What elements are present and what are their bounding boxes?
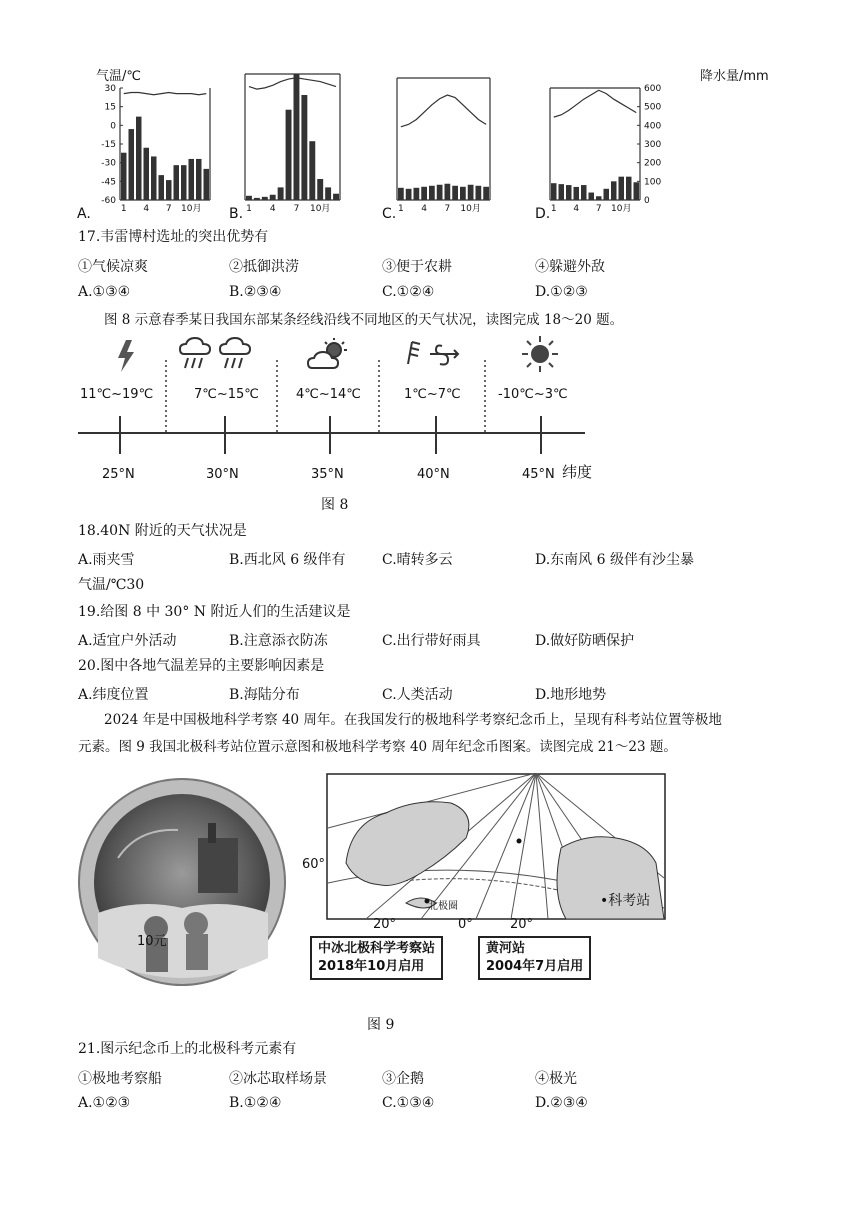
station-label-cice xyxy=(310,936,443,980)
chart-bar xyxy=(181,165,187,200)
month-tick: 7 xyxy=(293,204,300,214)
intro21-line1: 2024 年是中国极地科学考察 40 周年。在我国发行的极地科学考察纪念币上，呈现有科考站位置等极地 xyxy=(104,712,722,728)
chart-bar xyxy=(189,159,195,200)
precip-tick: 0 xyxy=(644,196,650,206)
lat-label: 30°N xyxy=(206,467,239,482)
chart-bar xyxy=(121,153,127,200)
temp-tick: 15 xyxy=(104,102,116,113)
chart-bar xyxy=(551,183,557,200)
chart-bar xyxy=(204,169,210,200)
latitude-axis-label: 纬度 xyxy=(562,463,593,481)
chart-bar xyxy=(151,156,157,200)
q18-choices xyxy=(0,549,860,569)
temperature-curve xyxy=(249,78,336,89)
chart-bar xyxy=(325,187,331,200)
month-tick: 4 xyxy=(421,204,427,214)
month-tick: 1 xyxy=(550,204,557,214)
precip-axis-label: 降水量/mm xyxy=(700,69,769,84)
chart-bar xyxy=(254,198,260,200)
q18-stem: 18.40N 附近的天气状况是 xyxy=(78,523,247,539)
lon-0-label: 0° xyxy=(458,917,473,932)
q21-item: ③企鹅 xyxy=(382,1071,424,1087)
intro21-line2: 元素。图 9 我国北极科考站位置示意图和极地科学考察 40 周年纪念币图案。读图完成 21～23 题。 xyxy=(78,739,677,755)
chart-bar xyxy=(589,193,595,200)
month-tick: 10月 xyxy=(611,204,632,214)
q21-item: ②冰芯取样场景 xyxy=(229,1071,327,1087)
chart-bar xyxy=(333,194,339,200)
q21-choice-a[interactable]: A.①②③ xyxy=(78,1095,131,1111)
temperature-curve xyxy=(124,92,207,94)
lat-label: 45°N xyxy=(522,467,555,482)
lon-20w-label: 20° xyxy=(373,917,397,932)
temp-range-25n: 11℃~19℃ xyxy=(80,387,154,402)
temp-tick: 30 xyxy=(104,84,116,94)
chart-option-d: D. xyxy=(535,206,551,222)
q21-item: ④极光 xyxy=(535,1071,577,1087)
chart-bar xyxy=(196,159,202,200)
q17-item: ②抵御洪涝 xyxy=(229,259,299,275)
chart-bar xyxy=(611,181,617,200)
lat-label: 40°N xyxy=(417,467,450,482)
climate-chart-d xyxy=(550,88,640,214)
climate-chart-a xyxy=(120,88,210,214)
chart-bar xyxy=(414,188,420,200)
figure-8 xyxy=(70,332,600,502)
fig8-intro: 图 8 示意春季某日我国东部某条经线沿线不同地区的天气状况，读图完成 18～20 题。 xyxy=(104,312,624,328)
chart-option-b: B. xyxy=(229,206,244,222)
month-tick: 4 xyxy=(269,204,276,214)
chart-bar xyxy=(634,182,640,200)
chart-bar xyxy=(262,197,268,200)
q21-items xyxy=(0,1068,860,1088)
precip-tick: 300 xyxy=(644,140,662,150)
temp-tick: -60 xyxy=(101,196,116,206)
climate-charts-svg xyxy=(0,60,860,225)
q17-choice-a[interactable]: A.①③④ xyxy=(78,284,131,300)
q21-choice-d[interactable]: D.②③④ xyxy=(535,1095,588,1111)
q17-item: ①气候凉爽 xyxy=(78,259,148,275)
chart-bar xyxy=(406,189,412,200)
chart-bar xyxy=(476,186,482,200)
chart-bar xyxy=(566,185,572,200)
station-date: 2018年10月启用 xyxy=(318,959,425,974)
month-tick: 1 xyxy=(120,204,127,214)
q19-choice-a[interactable]: A.适宜户外活动 xyxy=(78,633,177,649)
commemorative-coin xyxy=(78,768,288,998)
temp-axis-label: 气温/℃ xyxy=(96,69,141,84)
chart-bar xyxy=(619,177,625,200)
month-tick: 7 xyxy=(595,204,602,214)
month-tick: 10月 xyxy=(460,204,481,214)
chart-bar xyxy=(294,74,300,200)
month-tick: 10月 xyxy=(309,204,331,214)
fig9-caption: 图 9 xyxy=(367,1017,395,1033)
chart-bar xyxy=(421,187,427,200)
chart-bar xyxy=(246,196,252,200)
q20-stem: 20.图中各地气温差异的主要影响因素是 xyxy=(78,658,325,674)
chart-bar xyxy=(159,175,165,200)
q19-choice-b[interactable]: B.注意添衣防冻 xyxy=(229,633,328,649)
q21-stem: 21.图示纪念币上的北极科考元素有 xyxy=(78,1041,297,1057)
q17-choice-b[interactable]: B.②③④ xyxy=(229,284,282,300)
wind-sandstorm-icon xyxy=(408,342,458,365)
sunny-icon xyxy=(522,336,558,372)
q18-choice-d[interactable]: D.东南风 6 级伴有沙尘暴 xyxy=(535,552,694,568)
climate-chart-b xyxy=(245,74,340,214)
fig8-caption: 图 8 xyxy=(321,497,349,513)
chart-bar xyxy=(166,180,172,200)
temp-range-45n: -10℃~3℃ xyxy=(498,387,568,402)
temp-tick: -30 xyxy=(101,158,116,169)
temp-range-35n: 4℃~14℃ xyxy=(296,387,361,402)
chart-bar xyxy=(460,187,466,200)
temperature-curve xyxy=(554,90,637,117)
stray-text: 气温/℃30 xyxy=(78,577,145,593)
chart-bar xyxy=(129,129,135,200)
q17-choice-d[interactable]: D.①②③ xyxy=(535,284,588,300)
partly-sunny-icon xyxy=(308,338,347,368)
q21-item: ①极地考察船 xyxy=(78,1071,162,1087)
month-tick: 7 xyxy=(165,204,172,214)
chart-bar xyxy=(429,186,435,200)
q17-item: ③便于农耕 xyxy=(382,259,452,275)
chart-bar xyxy=(278,187,284,200)
rain-icon xyxy=(180,338,250,368)
chart-bar xyxy=(559,184,565,200)
q17-item: ④躲避外敌 xyxy=(535,259,605,275)
chart-option-c: C. xyxy=(382,206,397,222)
chart-bar xyxy=(144,148,150,200)
chart-bar xyxy=(468,185,474,200)
lon-20e-label: 20° xyxy=(510,917,534,932)
lat-label: 25°N xyxy=(102,467,135,482)
chart-bar xyxy=(452,186,458,200)
q19-choice-c[interactable]: C.出行带好雨具 xyxy=(382,633,481,649)
chart-bar xyxy=(604,189,610,200)
q20-choice-a[interactable]: A.纬度位置 xyxy=(78,687,149,703)
precip-tick: 200 xyxy=(644,158,662,169)
chart-bar xyxy=(398,188,404,200)
lat-label: 35°N xyxy=(311,467,344,482)
chart-bar xyxy=(301,95,307,200)
temp-tick: -45 xyxy=(101,177,116,188)
precip-tick: 500 xyxy=(644,102,662,113)
q19-choices xyxy=(0,630,860,650)
month-tick: 7 xyxy=(444,204,451,214)
chart-bar xyxy=(437,185,443,200)
chart-bar xyxy=(309,141,315,200)
coin-value: 10元 xyxy=(137,934,167,949)
chart-bar xyxy=(483,187,489,200)
chart-bar xyxy=(270,195,276,200)
chart-bar xyxy=(317,179,323,200)
q21-choices xyxy=(0,1095,860,1115)
chart-option-a: A. xyxy=(77,206,91,222)
lat-60-label: 60° xyxy=(302,857,326,872)
temp-range-40n: 1℃~7℃ xyxy=(404,387,461,402)
station-name: 中冰北极科学考察站 xyxy=(318,941,436,956)
climate-chart-c xyxy=(397,78,490,214)
q18-choice-c[interactable]: C.晴转多云 xyxy=(382,552,453,568)
precip-tick: 600 xyxy=(644,84,662,94)
station-date: 2004年7月启用 xyxy=(486,959,584,974)
q17-choices xyxy=(0,284,860,304)
temp-tick: -15 xyxy=(101,140,116,150)
arctic-circle-label: 北极圈 xyxy=(428,901,458,912)
q21-choice-b[interactable]: B.①②④ xyxy=(229,1095,282,1111)
temp-tick: 0 xyxy=(110,121,116,132)
chart-bar xyxy=(626,177,632,200)
q17-choice-c[interactable]: C.①②④ xyxy=(382,284,435,300)
figure-9 xyxy=(78,768,778,1003)
q17-stem: 17.韦雷博村选址的突出优势有 xyxy=(78,229,269,245)
chart-bar xyxy=(136,117,142,200)
q18-choice-a[interactable]: A.雨夹雪 xyxy=(78,552,135,568)
q20-choices xyxy=(0,684,860,704)
q17-items xyxy=(0,256,860,276)
q20-choice-d[interactable]: D.地形地势 xyxy=(535,687,607,703)
month-tick: 4 xyxy=(573,204,580,214)
thunderstorm-icon xyxy=(118,340,134,372)
station-name: 黄河站 xyxy=(486,941,526,956)
q21-choice-c[interactable]: C.①③④ xyxy=(382,1095,435,1111)
chart-bar xyxy=(596,196,602,200)
month-tick: 1 xyxy=(398,204,404,214)
station-label-yellow-river xyxy=(478,936,591,980)
month-tick: 1 xyxy=(246,204,252,214)
temperature-curve xyxy=(401,95,486,127)
chart-bar xyxy=(286,110,292,200)
q19-choice-d[interactable]: D.做好防晒保护 xyxy=(535,633,635,649)
station-legend: •科考站 xyxy=(600,893,651,909)
chart-bar xyxy=(445,184,451,200)
chart-bar xyxy=(581,185,587,200)
precip-tick: 100 xyxy=(644,177,662,188)
month-tick: 10月 xyxy=(181,204,202,214)
q19-stem: 19.给图 8 中 30° N 附近人们的生活建议是 xyxy=(78,604,351,620)
q18-choice-b[interactable]: B.西北风 6 级伴有 xyxy=(229,552,346,568)
precip-tick: 400 xyxy=(644,121,662,132)
q20-choice-b[interactable]: B.海陆分布 xyxy=(229,687,300,703)
temp-range-30n: 7℃~15℃ xyxy=(194,387,259,402)
chart-bar xyxy=(574,187,580,200)
q20-choice-c[interactable]: C.人类活动 xyxy=(382,687,453,703)
month-tick: 4 xyxy=(143,204,150,214)
chart-bar xyxy=(174,165,180,200)
climate-charts-row xyxy=(0,60,860,225)
